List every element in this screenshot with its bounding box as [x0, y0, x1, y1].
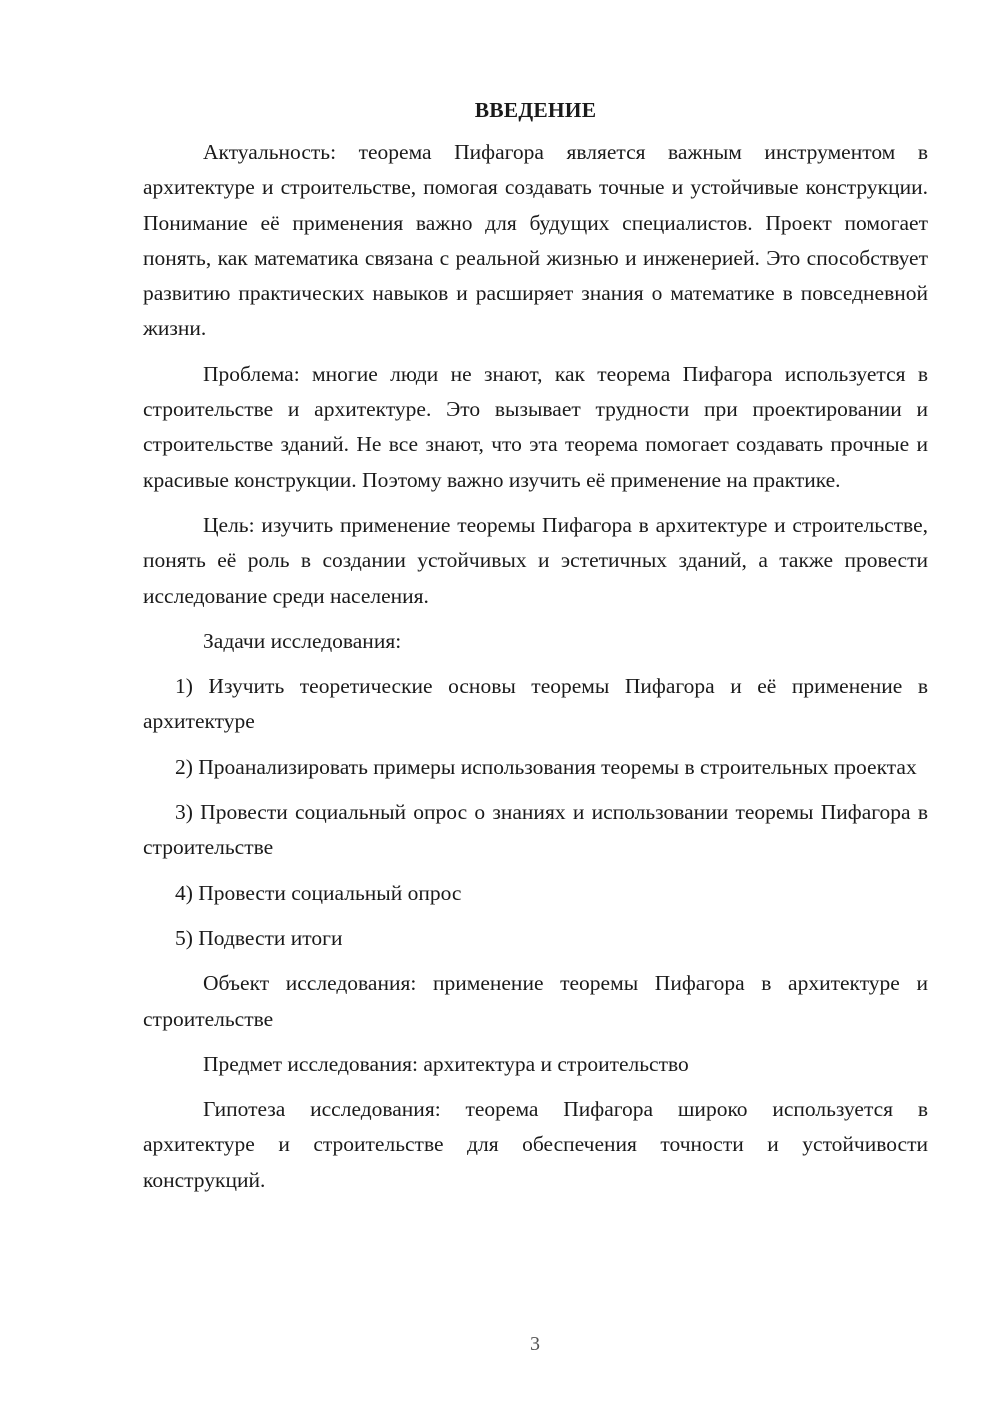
goal-paragraph: Цель: изучить применение теоремы Пифагора в архитектуре и строительстве, понять её роль в создании устойчивых и эстетичных зданий, а также провести исследование среди населения.	[143, 512, 928, 608]
hypothesis-paragraph: Гипотеза исследования: теорема Пифагора широко используется в архитектуре и строительстве для обеспечения точности и устойчивости конструкций.	[143, 1097, 928, 1192]
section-title: ВВЕДЕНИЕ	[474, 98, 597, 122]
problem-paragraph: Проблема: многие люди не знают, как теорема Пифагора используется в строительстве и архитектуре. Это вызывает трудности при проектировании и строительстве зданий. Не все знают, что эта теорема помогает создавать прочные и красивые конструкции. Поэтому важно изучить её применение на практике.	[143, 361, 928, 492]
task-item-5: 5) Подвести итоги	[175, 925, 343, 950]
task-item-1: 1) Изучить теоретические основы теоремы Пифагора и её применение в архитектуре	[143, 674, 928, 734]
task-item-2: 2) Проанализировать примеры использования теоремы в строительных проектах	[175, 754, 917, 779]
subject-paragraph: Предмет исследования: архитектура и строительство	[203, 1051, 689, 1076]
page-content	[143, 95, 928, 1208]
relevance-paragraph: Актуальность: теорема Пифагора является важным инструментом в архитектуре и строительстве, помогая создавать точные и устойчивые конструкции. Понимание её применения важно для будущих специалистов. Проект помогает понять, как математика связана с реальной жизнью и инженерией. Это способствует развитию практических навыков и расширяет знания о математике в повседневной жизни.	[143, 140, 928, 341]
page-number: 3	[530, 1333, 540, 1355]
task-item-4: 4) Провести социальный опрос	[175, 880, 462, 905]
task-item-3: 3) Провести социальный опрос о знаниях и использовании теоремы Пифагора в строительстве	[143, 800, 928, 860]
object-paragraph: Объект исследования: применение теоремы Пифагора в архитектуре и строительстве	[143, 971, 928, 1031]
tasks-heading: Задачи исследования:	[203, 628, 402, 653]
